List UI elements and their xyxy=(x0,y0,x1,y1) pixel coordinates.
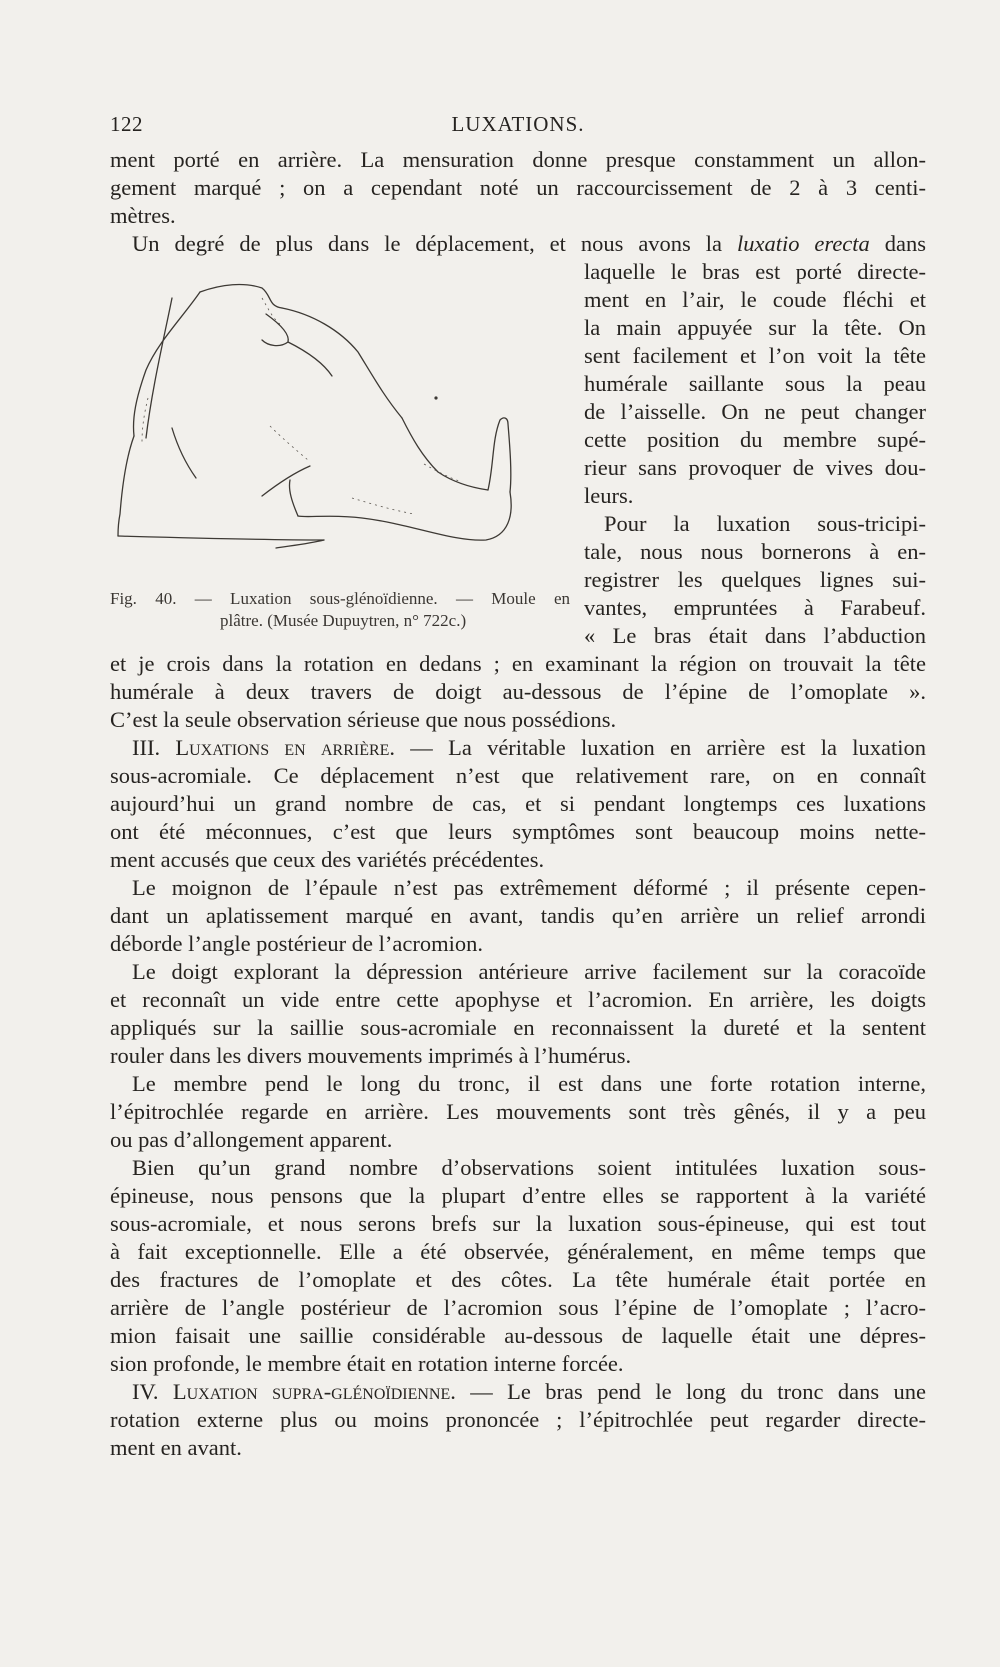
shoulder-cast-drawing xyxy=(112,278,568,578)
text-line: et reconnaît un vide entre cette apophyse et l’acromion. En arrière, les doigts xyxy=(110,987,926,1012)
text-line: humérale à deux travers de doigt au-dessous de l’épine de l’omoplate ». xyxy=(110,679,926,704)
text-line: ment porté en arrière. La mensuration donne presque constamment un allon- xyxy=(110,147,926,172)
text-run: III. xyxy=(132,735,176,760)
text-line: sous-acromiale, et nous serons brefs sur la luxation sous-épineuse, qui est tout xyxy=(110,1211,926,1236)
figure-caption xyxy=(110,588,570,632)
text-line: ment en l’air, le coude fléchi et xyxy=(584,287,926,312)
text-line: mètres. xyxy=(110,203,176,228)
text-line: registrer les quelques lignes sui- xyxy=(584,567,926,592)
text-run: — La véritable luxation en arrière est la luxation xyxy=(395,735,926,760)
text-line: épineuse, nous pensons que la plupart d’entre elles se rapportent à la variété xyxy=(110,1183,926,1208)
text-run: dans xyxy=(869,231,926,256)
text-run: IV. xyxy=(132,1379,173,1404)
text-line: de l’aisselle. On ne peut changer xyxy=(584,399,926,424)
text-line: Bien qu’un grand nombre d’observations soient intitulées luxation sous- xyxy=(132,1155,926,1180)
text-line: Le doigt explorant la dépression antérieure arrive facilement sur la coracoïde xyxy=(132,959,926,984)
text-run: — Le bras pend le long du tronc dans une xyxy=(455,1379,927,1404)
figure-shoulder-cast xyxy=(112,278,568,578)
text-line: des fractures de l’omoplate et des côtes. La tête humérale était portée en xyxy=(110,1267,926,1292)
section-heading: Luxation supra-glénoïdienne. xyxy=(172,1379,456,1404)
text-run: Un degré de plus dans le déplacement, et nous avons la xyxy=(132,231,737,256)
text-line: « Le bras était dans l’abduction xyxy=(584,623,926,648)
caption-line: plâtre. (Musée Dupuytren, n° 722c.) xyxy=(220,611,467,630)
text-line: et je crois dans la rotation en dedans ; en examinant la région on trouvait la tête xyxy=(110,651,926,676)
text-line: arrière de l’angle postérieur de l’acromion sous l’épine de l’omoplate ; l’acro- xyxy=(110,1295,926,1320)
section-heading: Luxations en arrière. xyxy=(175,735,396,760)
text-line: gement marqué ; on a cependant noté un raccourcissement de 2 à 3 centi- xyxy=(110,175,926,200)
text-line: sous-acromiale. Ce déplacement n’est que relativement rare, on en connaît xyxy=(110,763,926,788)
text-line xyxy=(132,734,926,762)
text-line: déborde l’angle postérieur de l’acromion. xyxy=(110,931,483,956)
text-line: rieur sans provoquer de vives dou- xyxy=(584,455,926,480)
text-line: Le membre pend le long du tronc, il est dans une forte rotation interne, xyxy=(132,1071,926,1096)
text-line: vantes, empruntées à Farabeuf. xyxy=(584,595,926,620)
text-line: ment accusés que ceux des variétés précédentes. xyxy=(110,847,545,872)
italic-term: luxatio erecta xyxy=(736,231,870,256)
text-line: aujourd’hui un grand nombre de cas, et si pendant longtemps ces luxations xyxy=(110,791,926,816)
text-line: rotation externe plus ou moins prononcée ; l’épitrochlée peut regarder directe- xyxy=(110,1407,926,1432)
text-line: cette position du membre supé- xyxy=(584,427,926,452)
text-line: à fait exceptionnelle. Elle a été observée, généralement, en même temps que xyxy=(110,1239,926,1264)
text-line: la main appuyée sur la tête. On xyxy=(584,315,926,340)
text-line: ment en avant. xyxy=(110,1435,242,1460)
text-line: leurs. xyxy=(584,483,634,508)
text-line: ont été méconnues, c’est que leurs symptômes sont beaucoup moins nette- xyxy=(110,819,926,844)
text-line: humérale saillante sous la peau xyxy=(584,371,926,396)
text-line: mion faisait une saillie considérable au-dessous de laquelle était une dépres- xyxy=(110,1323,926,1348)
page-header xyxy=(110,112,926,142)
text-line: sent facilement et l’on voit la tête xyxy=(584,343,926,368)
text-line: ou pas d’allongement apparent. xyxy=(110,1127,393,1152)
text-line: Le moignon de l’épaule n’est pas extrêmement déformé ; il présente cepen- xyxy=(132,875,926,900)
text-line: tale, nous nous bornerons à en- xyxy=(584,539,926,564)
text-line: Pour la luxation sous-tricipi- xyxy=(604,511,926,536)
text-line: dant un aplatissement marqué en avant, tandis qu’en arrière un relief arrondi xyxy=(110,903,926,928)
caption-line: Fig. 40. — Luxation sous-glénoïdienne. — Moule en xyxy=(110,589,570,608)
text-line: l’épitrochlée regarde en arrière. Les mouvements sont très gênés, il y a peu xyxy=(110,1099,926,1124)
text-line: appliqués sur la saillie sous-acromiale en reconnaissent la dureté et la sentent xyxy=(110,1015,926,1040)
text-line xyxy=(132,1378,926,1406)
running-head: LUXATIONS. xyxy=(451,112,585,136)
text-line: rouler dans les divers mouvements imprimés à l’humérus. xyxy=(110,1043,632,1068)
text-line xyxy=(132,230,926,258)
page-number: 122 xyxy=(110,112,143,136)
text-line: C’est la seule observation sérieuse que nous possédions. xyxy=(110,707,617,732)
text-line: laquelle le bras est porté directe- xyxy=(584,259,926,284)
text-line: sion profonde, le membre était en rotation interne forcée. xyxy=(110,1351,624,1376)
